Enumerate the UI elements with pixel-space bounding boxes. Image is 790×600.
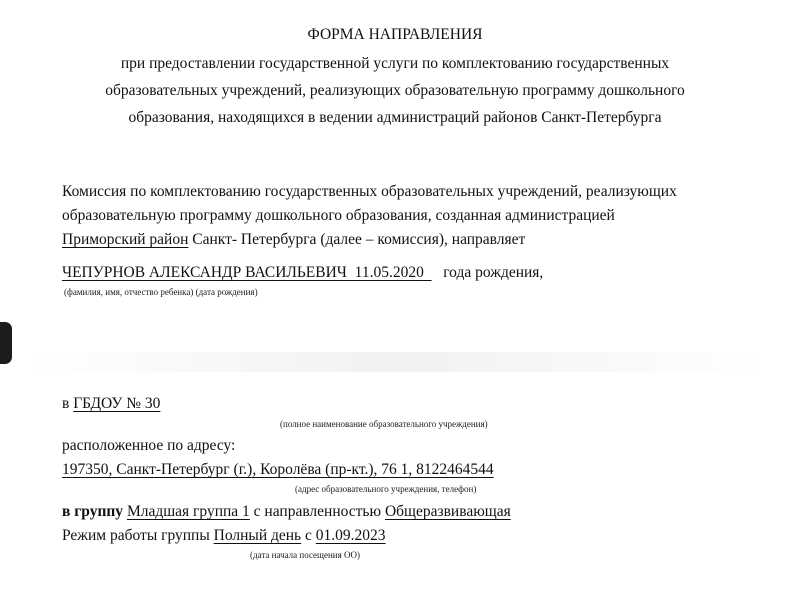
institution-name: ГБДОУ № 30 <box>73 395 161 412</box>
institution-line <box>62 395 160 413</box>
schedule-line <box>62 527 386 545</box>
institution-prefix: в <box>62 395 70 412</box>
schedule-start-date: 01.09.2023 <box>315 527 386 544</box>
commission-line-3 <box>62 231 525 249</box>
address-text: 197350, Санкт-Петербург (г.), Королёва (пр-кт.), 76 1, 8122464544 <box>62 461 494 478</box>
form-subtitle-line-3: образования, находящихся в ведении администраций районов Санкт-Петербурга <box>128 109 662 126</box>
child-name-field <box>62 264 432 281</box>
form-subtitle-line-1: при предоставлении государственной услуги по комплектованию государственных <box>120 55 670 72</box>
institution-caption: (полное наименование образовательного учреждения) <box>280 419 488 429</box>
form-subtitle-line-2: образовательных учреждений, реализующих образовательную программу дошкольного <box>105 82 685 99</box>
child-name: ЧЕПУРНОВ АЛЕКСАНДР ВАСИЛЬЕВИЧ <box>62 264 347 281</box>
commission-line-3-rest: Санкт- Петербурга (далее – комиссия), направляет <box>188 231 526 248</box>
commission-line-2: образовательную программу дошкольного образования, созданная администрацией <box>62 207 615 224</box>
address-caption: (адрес образовательного учреждения, телефон) <box>295 484 477 494</box>
schedule-label: Режим работы группы <box>62 527 210 544</box>
commission-line-1: Комиссия по комплектованию государственных образовательных учреждений, реализующих <box>62 183 677 200</box>
child-line <box>62 264 543 282</box>
form-title: ФОРМА НАПРАВЛЕНИЯ <box>307 26 483 43</box>
child-birth-date: 11.05.2020 <box>354 264 424 281</box>
birth-suffix: года рождения, <box>443 264 544 281</box>
group-line <box>62 503 511 521</box>
schedule-mode: Полный день <box>213 527 302 544</box>
child-caption: (фамилия, имя, отчество ребенка) (дата рождения) <box>64 287 258 297</box>
group-orientation: Общеразвивающая <box>384 503 511 520</box>
orientation-label: с направленностью <box>253 503 382 520</box>
group-label: в группу <box>62 503 124 520</box>
address-label: расположенное по адресу: <box>62 437 236 454</box>
group-name: Младшая группа 1 <box>126 503 250 520</box>
schedule-from-label: с <box>305 527 312 544</box>
schedule-caption: (дата начала посещения ОО) <box>250 550 360 560</box>
page-edge-tab <box>0 322 12 364</box>
district-name: Приморский район <box>62 231 189 248</box>
faded-scan-strip <box>28 352 768 372</box>
address-value <box>62 461 494 479</box>
